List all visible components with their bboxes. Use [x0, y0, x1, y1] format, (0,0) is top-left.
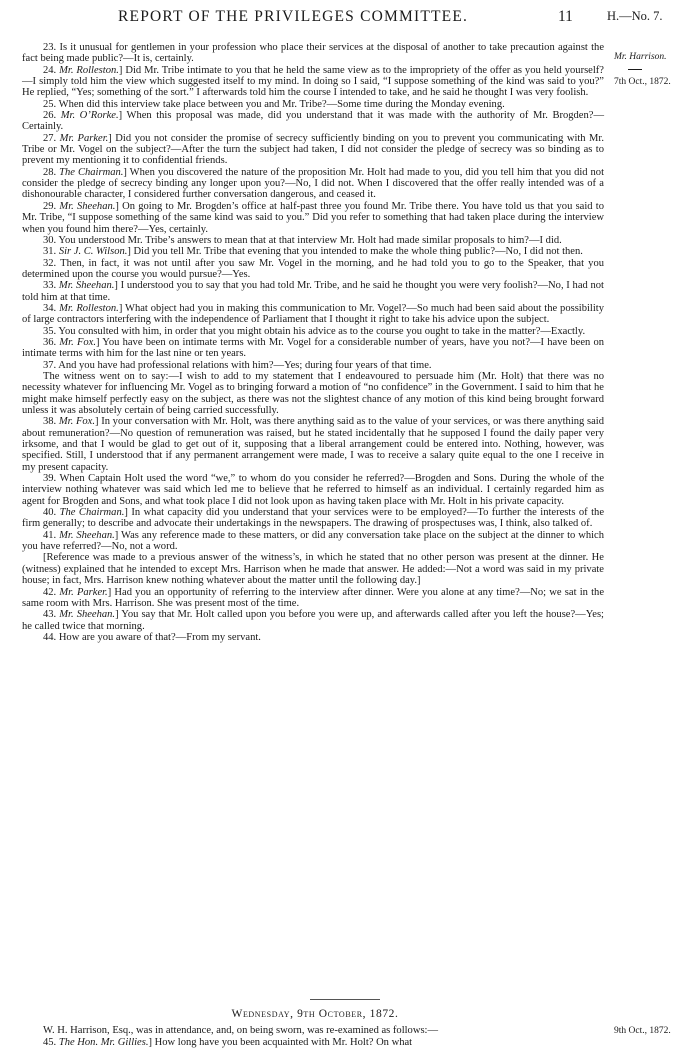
speaker-name: The Chairman.	[59, 507, 125, 519]
paragraph-ref: [Reference was made to a previous answer of the witness’s, in which he stated that no other person was present at the dinner. He (witness) explained that he intended to except Mrs. Harrison when he made that answer. He added:—Not a word was said in my private house; in fact, Mrs. Harrison knew nothing whatever about the matter until the following day.]	[22, 552, 604, 587]
question-45: 45. The Hon. Mr. Gillies.] How long have you been acquainted with Mr. Holt? On what	[43, 1036, 413, 1048]
paragraph-q30: 30. You understood Mr. Tribe’s answers to mean that at that interview Mr. Holt had made similar proposals to him?—I did.	[43, 234, 562, 246]
section-date-heading: Wednesday, 9th October, 1872.	[231, 1008, 399, 1020]
paragraph-q28: 28. The Chairman.] When you discovered the nature of the proposition Mr. Holt had made to you, did you tell him that you did not consider the pledge of secrecy binding any longer upon you?—No, I did not. When I discovered that the offer really intended was of a dishonourable character, I considered further conversation dangerous, and ceased it.	[22, 166, 605, 201]
speaker-name: Mr. O’Rorke.	[60, 110, 119, 122]
paragraph-q36: 36. Mr. Fox.] You have been on intimate terms with Mr. Vogel for a considerable number of years, have you not?—I have been on intimate terms with him for the last nine or ten years.	[22, 336, 605, 360]
speaker-name: The Hon. Mr. Gillies.	[58, 1036, 149, 1048]
paragraph-q41: 41. Mr. Sheehan.] Was any reference made to these matters, or did any conversation take place on the subject at the dinner to which you have referred?—No, not a word.	[22, 529, 605, 553]
paragraph-q31: 31. Sir J. C. Wilson.] Did you tell Mr. Tribe that evening that you intended to make the whole thing public?—No, I did not then.	[43, 246, 583, 258]
paragraph-q37: 37. And you have had professional relations with him?—Yes; during four years of that time.	[43, 359, 432, 371]
margin-dash	[628, 69, 642, 70]
section-intro: W. H. Harrison, Esq., was in attendance, and, on being sworn, was re-examined as follows:—	[43, 1025, 439, 1036]
paragraph-q43: 43. Mr. Sheehan.] You say that Mr. Holt called upon you before you were up, and afterwards called after you left the house?—Yes; he called twice that morning.	[22, 609, 604, 632]
paragraph-q23: 23. Is it unusual for gentlemen in your profession who place their services at the disposal of another to take precaution against the fact being made public?—It is, certainly.	[22, 42, 604, 65]
paragraph-q33: 33. Mr. Sheehan.] I understood you to say that you had told Mr. Tribe, and he said he thought you were very foolish?—No, I had not told him at that time.	[22, 280, 604, 303]
paragraph-q35: 35. You consulted with him, in order that you might obtain his advice as to the course you ought to take in the matter?—Exactly.	[43, 325, 586, 337]
paragraph-q39: 39. When Captain Holt used the word “we,” to whom do you consider he referred?—Brogden and Sons. During the whole of the interview nothing whatever was said which led me to believe that he referred to himself as an individual. I certainly regarded him as agent for Brogden and Sons, and what took place I did not look upon as having taken place with Mr. Holt in his private capacity.	[22, 473, 604, 507]
section-body	[22, 1025, 604, 1048]
paragraph-q44: 44. How are you aware of that?—From my servant.	[43, 631, 261, 643]
speaker-name: Mr. Rolleston.	[59, 302, 119, 314]
paragraph-q26: 26. Mr. O’Rorke.] When this proposal was made, did you understand that it was made with the authority of Mr. Brogden?—Certainly.	[22, 110, 604, 133]
margin-date-2: 9th Oct., 1872.	[614, 1026, 671, 1036]
speaker-name: Mr. Sheehan.	[59, 609, 116, 621]
speaker-name: Mr. Sheehan.	[59, 200, 116, 212]
paragraph-q40: 40. The Chairman.] In what capacity did you understand that your services were to be employed?—To further the interests of the firm generally; to describe and advocate their undertakings in the newspapers. The drawing of prospectuses was, I think, also talked of.	[22, 507, 605, 530]
speaker-name: Mr. Fox.	[59, 336, 96, 348]
paragraph-q34: 34. Mr. Rolleston.] What object had you in making this communication to Mr. Vogel?—So much had been said about the possibility of large contractors interfering with the independence of Parliament that I thought it right to take his advice upon the subject.	[22, 302, 604, 326]
paragraph-q29: 29. Mr. Sheehan.] On going to Mr. Brogden’s office at half-past three you found Mr. Tribe there. You have told us that you said to Mr. Tribe, “I suppose something of the same kind was said to you.” Did you refer to something that had taken place during the interview when you found him there?—Yes, certainly.	[22, 200, 604, 235]
page-number: 11	[558, 8, 573, 25]
speaker-name: Mr. Fox.	[58, 416, 95, 428]
margin-date: 7th Oct., 1872.	[614, 77, 671, 87]
evidence-text	[22, 42, 604, 643]
paragraph-q27: 27. Mr. Parker.] Did you not consider the promise of secrecy sufficiently binding on you to prevent you communicating with Mr. Tribe or Mr. Vogel on the subject?—After the turn the subject had taken, I did not consider the pledge of secrecy was so binding as to prevent my mentioning it to confidential friends.	[22, 132, 605, 167]
paragraph-q25: 25. When did this interview take place between you and Mr. Tribe?—Some time during the Monday evening.	[43, 98, 505, 110]
speaker-name: Mr. Parker.	[59, 132, 109, 144]
speaker-name: Mr. Rolleston.	[59, 64, 119, 76]
document-reference: H.—No. 7.	[607, 9, 663, 23]
speaker-name: The Chairman.	[59, 166, 124, 178]
paragraph-stmt: The witness went on to say:—I wish to add to my statement that I endeavoured to persuade him (Mr. Holt) that there was no necessity whatever for influencing Mr. Vogel as to bringing forward a motion of “no confidence” in the Government. I said to him that he might make himself perfectly easy on the subject, as there was not the slightest chance of any motion of this kind being brought forward unless it was absolutely certain of being carried successfully.	[22, 370, 604, 416]
speaker-name: Mr. Sheehan.	[58, 280, 115, 292]
margin-witness-name: Mr. Harrison.	[614, 52, 667, 62]
paragraph-q42: 42. Mr. Parker.] Had you an opportunity of referring to the interview after dinner. Were you alone at any time?—No; we sat in the same room with Mrs. Harrison. She was present most of the time.	[22, 586, 605, 609]
paragraph-q24: 24. Mr. Rolleston.] Did Mr. Tribe intimate to you that he held the same view as to the impropriety of the offer as you held yourself?—I simply told him the view which suggested itself to my mind. In doing so I said, “I suppose something of the kind was said to you?” He replied, “Yes; something of the sort.” I afterwards told him the course I intended to take, and he said he thought I was very foolish.	[22, 64, 604, 99]
paragraph-q38: 38. Mr. Fox.] In your conversation with Mr. Holt, was there anything said as to the value of your services, or was there anything said about remuneration?—No question of remuneration was raised, but he stated incidentally that he supposed I found the daily paper very irksome, and that I would be glad to get out of it, supposing that a liberal arrangement could be entered into. Nothing, however, was specified. Still, I understood that if any permanent arrangement were made, I was to receive a salary quite equal to the one I receive in my present capacity.	[22, 416, 604, 473]
page-header	[0, 8, 700, 30]
speaker-name: Mr. Parker.	[59, 586, 108, 598]
paragraph-q32: 32. Then, in fact, it was not until after you saw Mr. Vogel in the morning, and he had told you to go to the Speaker, that you determined upon the course you would pursue?—Yes.	[22, 257, 604, 280]
section-divider	[310, 999, 380, 1000]
speaker-name: Sir J. C. Wilson.	[58, 246, 128, 258]
report-title: REPORT OF THE PRIVILEGES COMMITTEE.	[118, 8, 469, 25]
speaker-name: Mr. Sheehan.	[59, 529, 115, 541]
